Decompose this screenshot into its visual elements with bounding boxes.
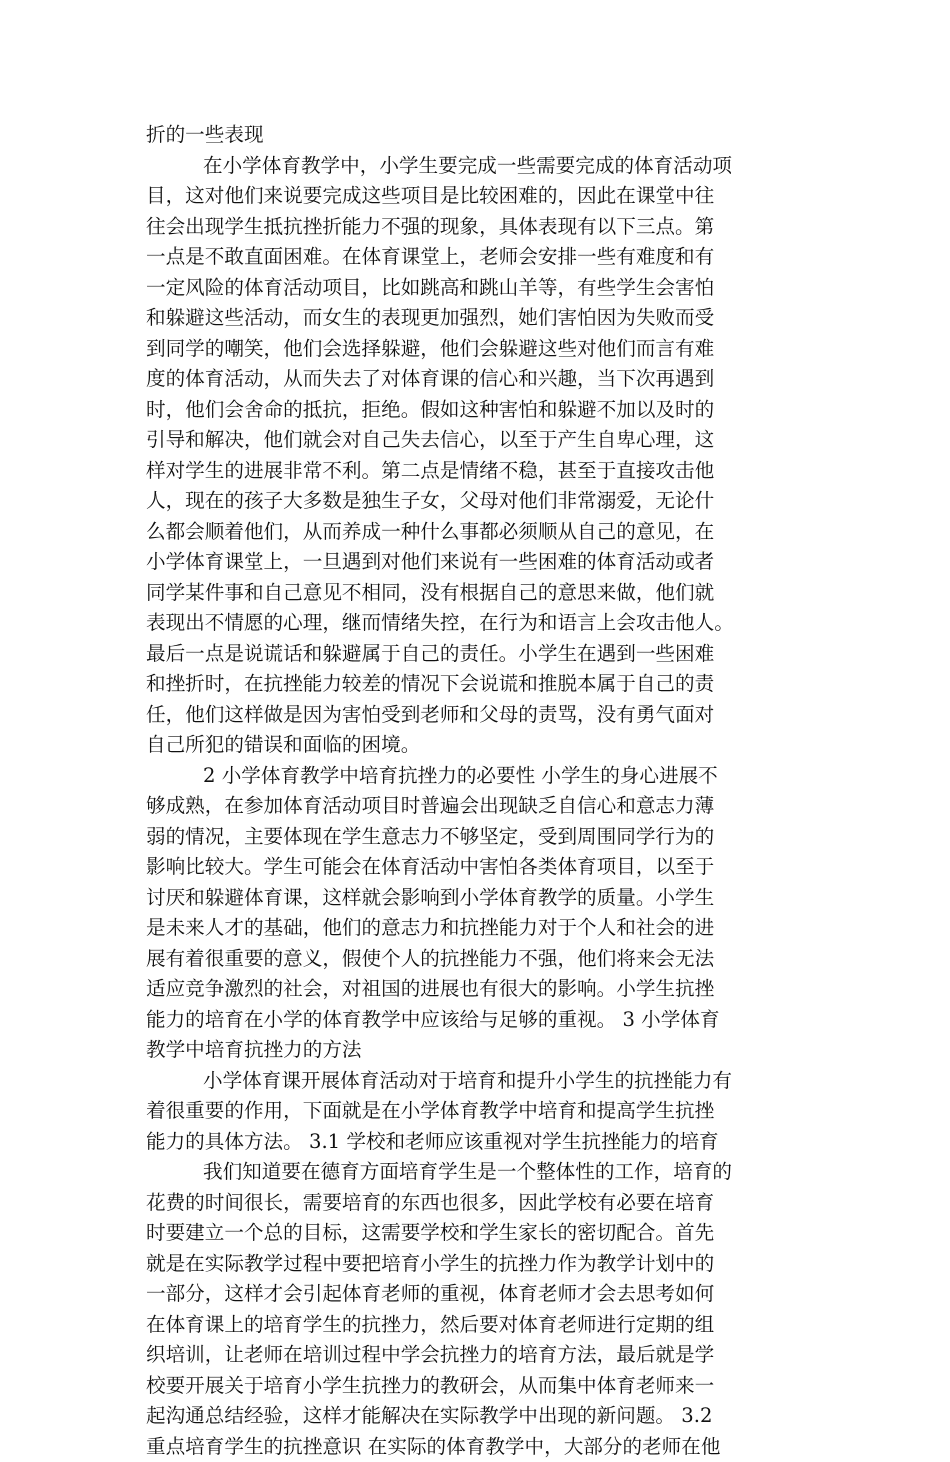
- text-line: 花费的时间很长，需要培育的东西也很多，因此学校有必要在培育: [146, 1188, 816, 1219]
- text-line: 么都会顺着他们，从而养成一种什么事都必须顺从自己的意见，在: [146, 517, 816, 548]
- text-line: 一部分，这样才会引起体育老师的重视，体育老师才会去思考如何: [146, 1279, 816, 1310]
- text-line: 时要建立一个总的目标，这需要学校和学生家长的密切配合。首先: [146, 1218, 816, 1249]
- text-line: 表现出不情愿的心理，继而情绪失控，在行为和语言上会攻击他人。: [146, 608, 816, 639]
- text-line: 在小学体育教学中，小学生要完成一些需要完成的体育活动项: [146, 151, 816, 182]
- text-line: 起沟通总结经验，这样才能解决在实际教学中出现的新问题。 3.2: [146, 1401, 816, 1432]
- text-line: 够成熟，在参加体育活动项目时普遍会出现缺乏自信心和意志力薄: [146, 791, 816, 822]
- text-line: 自己所犯的错误和面临的困境。: [146, 730, 816, 761]
- text-line: 任，他们这样做是因为害怕受到老师和父母的责骂，没有勇气面对: [146, 700, 816, 731]
- text-line: 能力的培育在小学的体育教学中应该给与足够的重视。 3 小学体育: [146, 1005, 816, 1036]
- text-line: 一点是不敢直面困难。在体育课堂上，老师会安排一些有难度和有: [146, 242, 816, 273]
- text-line: 教学中培育抗挫力的方法: [146, 1035, 816, 1066]
- text-line: 和挫折时，在抗挫能力较差的情况下会说谎和推脱本属于自己的责: [146, 669, 816, 700]
- text-line: 和躲避这些活动，而女生的表现更加强烈，她们害怕因为失败而受: [146, 303, 816, 334]
- text-line: 重点培育学生的抗挫意识 在实际的体育教学中，大部分的老师在他: [146, 1432, 816, 1462]
- text-line: 弱的情况，主要体现在学生意志力不够坚定，受到周围同学行为的: [146, 822, 816, 853]
- text-line: 就是在实际教学过程中要把培育小学生的抗挫力作为教学计划中的: [146, 1249, 816, 1280]
- text-line: 引导和解决，他们就会对自己失去信心，以至于产生自卑心理，这: [146, 425, 816, 456]
- text-line: 我们知道要在德育方面培育学生是一个整体性的工作，培育的: [146, 1157, 816, 1188]
- text-line: 适应竞争激烈的社会，对祖国的进展也有很大的影响。小学生抗挫: [146, 974, 816, 1005]
- text-line: 往会出现学生抵抗挫折能力不强的现象，具体表现有以下三点。第: [146, 212, 816, 243]
- text-line: 小学体育课堂上，一旦遇到对他们来说有一些困难的体育活动或者: [146, 547, 816, 578]
- text-line: 最后一点是说谎话和躲避属于自己的责任。小学生在遇到一些困难: [146, 639, 816, 670]
- text-line: 2 小学体育教学中培育抗挫力的必要性 小学生的身心进展不: [146, 761, 816, 792]
- text-line: 展有着很重要的意义，假使个人的抗挫能力不强，他们将来会无法: [146, 944, 816, 975]
- text-line: 织培训，让老师在培训过程中学会抗挫力的培育方法，最后就是学: [146, 1340, 816, 1371]
- text-line: 目，这对他们来说要完成这些项目是比较困难的，因此在课堂中往: [146, 181, 816, 212]
- text-line: 度的体育活动，从而失去了对体育课的信心和兴趣，当下次再遇到: [146, 364, 816, 395]
- text-line: 影响比较大。学生可能会在体育活动中害怕各类体育项目，以至于: [146, 852, 816, 883]
- text-line: 同学某件事和自己意见不相同，没有根据自己的意思来做，他们就: [146, 578, 816, 609]
- text-line: 讨厌和躲避体育课，这样就会影响到小学体育教学的质量。小学生: [146, 883, 816, 914]
- text-line: 在体育课上的培育学生的抗挫力，然后要对体育老师进行定期的组: [146, 1310, 816, 1341]
- text-line: 样对学生的进展非常不利。第二点是情绪不稳，甚至于直接攻击他: [146, 456, 816, 487]
- text-line: 到同学的嘲笑，他们会选择躲避，他们会躲避这些对他们而言有难: [146, 334, 816, 365]
- text-line: 着很重要的作用，下面就是在小学体育教学中培育和提高学生抗挫: [146, 1096, 816, 1127]
- text-line: 一定风险的体育活动项目，比如跳高和跳山羊等，有些学生会害怕: [146, 273, 816, 304]
- text-line: 时，他们会舍命的抵抗，拒绝。假如这种害怕和躲避不加以及时的: [146, 395, 816, 426]
- text-line: 折的一些表现: [146, 120, 816, 151]
- text-line: 能力的具体方法。 3.1 学校和老师应该重视对学生抗挫能力的培育: [146, 1127, 816, 1158]
- text-line: 小学体育课开展体育活动对于培育和提升小学生的抗挫能力有: [146, 1066, 816, 1097]
- text-line: 是未来人才的基础，他们的意志力和抗挫能力对于个人和社会的进: [146, 913, 816, 944]
- text-line: 校要开展关于培育小学生抗挫力的教研会，从而集中体育老师来一: [146, 1371, 816, 1402]
- document-page: [146, 120, 816, 1462]
- text-line: 人，现在的孩子大多数是独生子女，父母对他们非常溺爱，无论什: [146, 486, 816, 517]
